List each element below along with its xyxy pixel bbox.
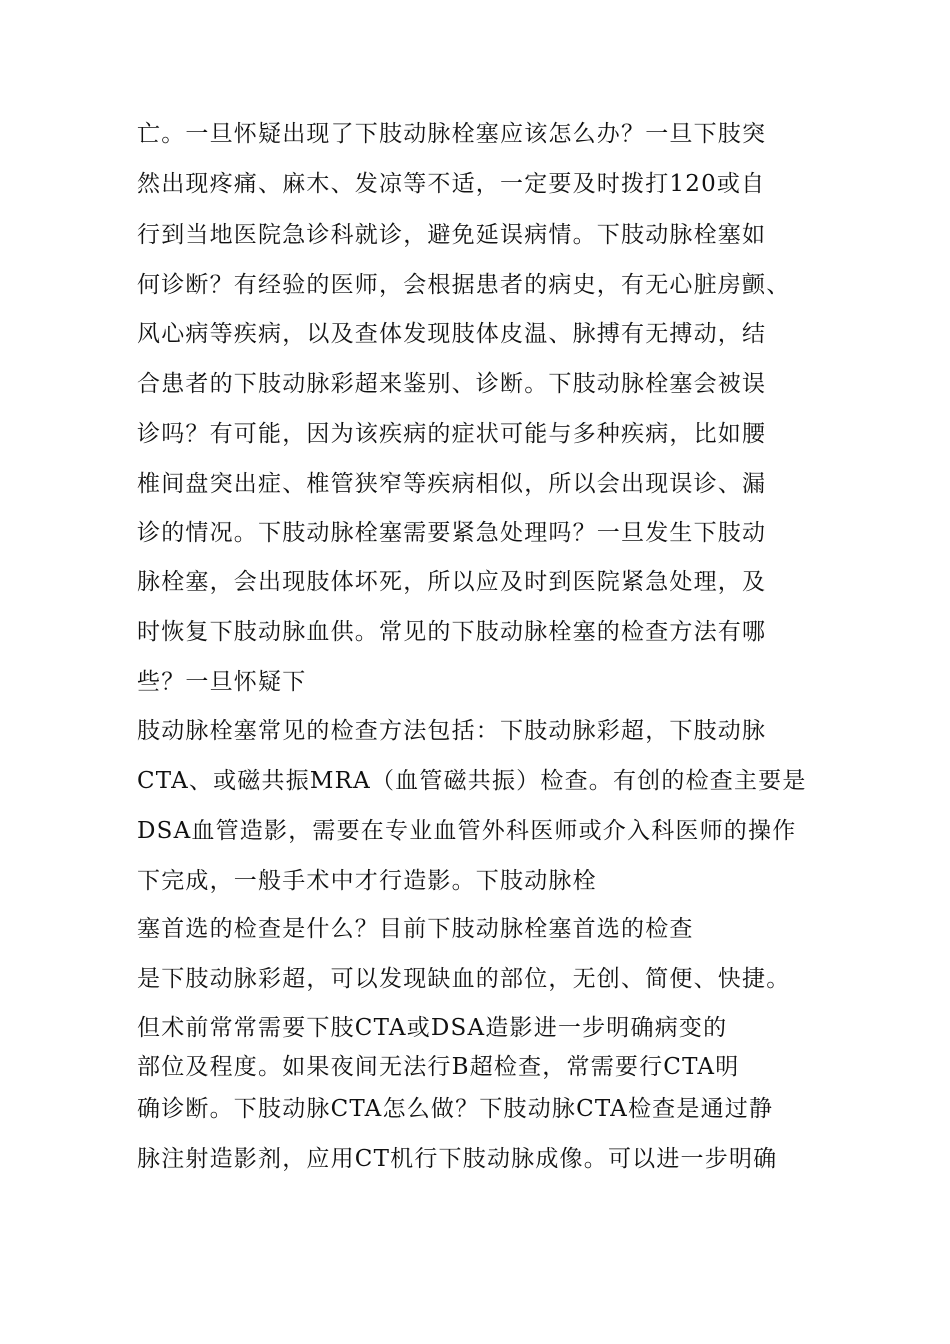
text-line: 诊吗？有可能，因为该疾病的症状可能与多种疾病，比如腰: [137, 421, 767, 447]
text-line: 脉栓塞，会出现肢体坏死，所以应及时到医院紧急处理，及: [137, 569, 767, 595]
text-line: 诊的情况。下肢动脉栓塞需要紧急处理吗？一旦发生下肢动: [137, 520, 767, 546]
text-line: 些？一旦怀疑下: [137, 669, 307, 695]
text-line: 塞首选的检查是什么？目前下肢动脉栓塞首选的检查: [137, 916, 694, 942]
text-line: 然出现疼痛、麻木、发凉等不适，一定要及时拨打120或自: [137, 171, 766, 197]
text-line: 部位及程度。如果夜间无法行B超检查，常需要行CTA明: [137, 1054, 740, 1080]
text-line: 但术前常常需要下肢CTA或DSA造影进一步明确病变的: [137, 1015, 728, 1041]
text-line: CTA、或磁共振MRA（血管磁共振）检查。有创的检查主要是: [137, 768, 807, 794]
text-line: 肢动脉栓塞常见的检查方法包括：下肢动脉彩超，下肢动脉: [137, 718, 767, 744]
text-line: 脉注射造影剂，应用CT机行下肢动脉成像。可以进一步明确: [137, 1146, 778, 1172]
text-line: 亡。一旦怀疑出现了下肢动脉栓塞应该怎么办？一旦下肢突: [137, 121, 767, 147]
text-line: 确诊断。下肢动脉CTA怎么做？下肢动脉CTA检查是通过静: [137, 1096, 774, 1122]
text-line: 合患者的下肢动脉彩超来鉴别、诊断。下肢动脉栓塞会被误: [137, 371, 767, 397]
text-line: 行到当地医院急诊科就诊，避免延误病情。下肢动脉栓塞如: [137, 222, 767, 248]
text-line: 下完成，一般手术中才行造影。下肢动脉栓: [137, 868, 597, 894]
text-line: 椎间盘突出症、椎管狭窄等疾病相似，所以会出现误诊、漏: [137, 471, 767, 497]
text-line: 是下肢动脉彩超，可以发现缺血的部位，无创、简便、快捷。: [137, 966, 791, 992]
text-line: 何诊断？有经验的医师，会根据患者的病史，有无心脏房颤、: [137, 272, 791, 298]
text-line: 风心病等疾病，以及查体发现肢体皮温、脉搏有无搏动，结: [137, 321, 767, 347]
text-line: 时恢复下肢动脉血供。常见的下肢动脉栓塞的检查方法有哪: [137, 619, 767, 645]
text-line: DSA血管造影，需要在专业血管外科医师或介入科医师的操作: [137, 818, 797, 844]
